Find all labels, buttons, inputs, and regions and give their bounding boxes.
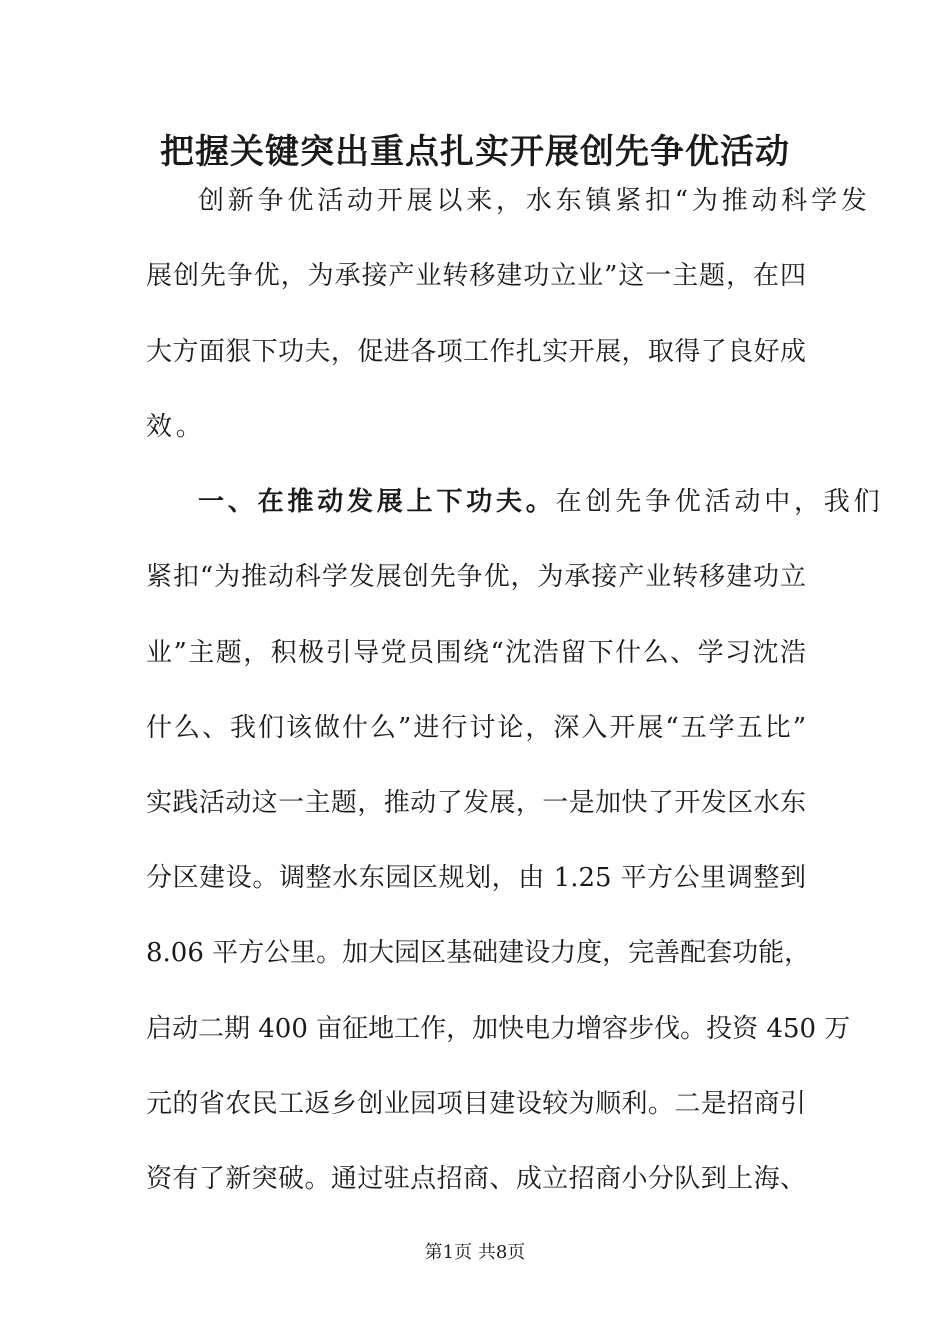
paragraph-line-3: 大方面狠下功夫，促进各项工作扎实开展，取得了良好成 — [146, 337, 806, 367]
paragraph-line-11: 8.06 平方公里。加大园区基础建设力度，完善配套功能， — [146, 938, 811, 968]
section-heading-1: 一、在推动发展上下功夫。 — [198, 487, 556, 517]
paragraph-line-14: 资有了新突破。通过驻点招商、成立招商小分队到上海、 — [146, 1164, 806, 1194]
paragraph-line-4: 效。 — [146, 412, 206, 442]
paragraph-line-6: 紧扣“为推动科学发展创先争优，为承接产业转移建功立 — [146, 562, 806, 592]
page-footer: 第1页 共8页 — [424, 1242, 526, 1263]
paragraph-line-7: 业”主题，积极引导党员围绕“沈浩留下什么、学习沈浩 — [146, 638, 806, 668]
paragraph-line-12: 启动二期 400 亩征地工作，加快电力增容步伐。投资 450 万 — [146, 1014, 851, 1044]
paragraph-line-2: 展创先争优，为承接产业转移建功立业”这一主题，在四 — [146, 261, 806, 291]
paragraph-line-10: 分区建设。调整水东园区规划，由 1.25 平方公里调整到 — [146, 863, 806, 893]
paragraph-line-5-text: 在创先争优活动中，我们 — [555, 487, 884, 517]
paragraph-line-1: 创新争优活动开展以来，水东镇紧扣“为推动科学发 — [198, 186, 871, 216]
paragraph-line-5 — [146, 484, 884, 520]
paragraph-line-9: 实践活动这一主题，推动了发展，一是加快了开发区水东 — [146, 788, 806, 818]
document-title: 把握关键突出重点扎实开展创先争优活动 — [160, 132, 790, 172]
paragraph-line-8: 什么、我们该做什么”进行讨论，深入开展“五学五比” — [146, 713, 806, 743]
paragraph-line-13: 元的省农民工返乡创业园项目建设较为顺利。二是招商引 — [146, 1089, 806, 1119]
